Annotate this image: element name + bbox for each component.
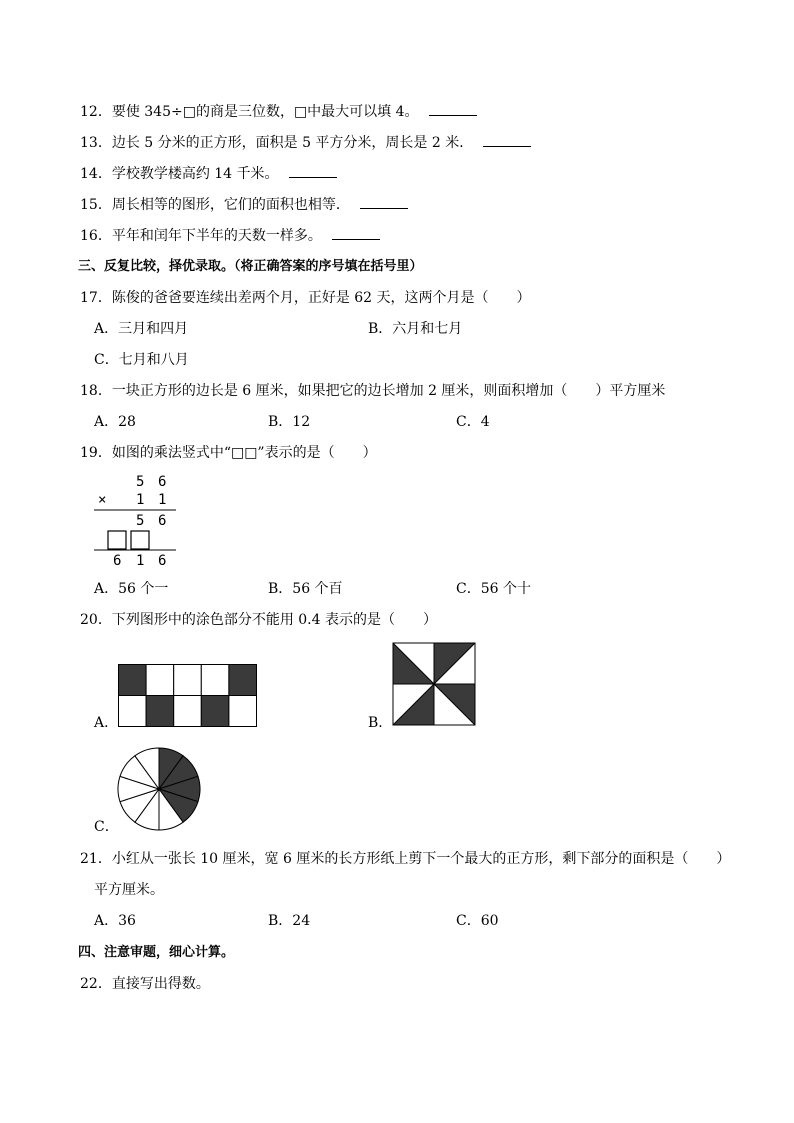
figure-digit: 6 (158, 513, 167, 529)
figure-digit: 6 (158, 553, 167, 569)
grid-cell-empty (146, 665, 174, 696)
q21-option-c[interactable]: C．60 (456, 913, 499, 929)
section-3-heading: 三、反复比较，择优录取。（将正确答案的序号填在括号里） (78, 259, 423, 274)
grid-cell-empty (174, 696, 202, 727)
figure-digit: 1 (136, 492, 145, 508)
grid-cell-empty (201, 665, 229, 696)
question-18-text: 18．一块正方形的边长是 6 厘米，如果把它的边长增加 2 厘米，则面积增加（ ）平方厘米 (80, 383, 666, 399)
q19-option-a[interactable]: A．56 个一 (94, 581, 169, 597)
grid-cell-empty (174, 665, 202, 696)
grid-cell-empty (229, 696, 257, 727)
figure-digit: 1 (158, 492, 167, 508)
q18-option-a[interactable]: A．28 (94, 414, 136, 430)
figure-digit: 5 (136, 474, 145, 490)
pinwheel-square-figure (393, 643, 475, 725)
q17-option-b[interactable]: B．六月和七月 (368, 321, 463, 337)
q19-option-b[interactable]: B．56 个百 (268, 581, 343, 597)
grid-cell-shaded (146, 696, 174, 727)
section-4-heading: 四、注意审题，细心计算。 (78, 945, 235, 960)
shaded-grid-figure (118, 664, 258, 726)
q20-option-c-label[interactable]: C． (94, 819, 119, 835)
grid-cell-shaded (201, 696, 229, 727)
blank-box (131, 531, 149, 549)
q18-option-b[interactable]: B．12 (268, 414, 311, 430)
figure-digit: 5 (136, 513, 145, 529)
question-22-text: 22．直接写出得数。 (80, 976, 210, 992)
q17-option-a[interactable]: A．三月和四月 (94, 321, 189, 337)
figure-digit: 1 (136, 553, 145, 569)
q20-option-b-label[interactable]: B． (368, 715, 393, 731)
question-21-text-cont: 平方厘米。 (94, 882, 164, 898)
question-20-text: 20．下列图形中的涂色部分不能用 0.4 表示的是（ ） (80, 612, 437, 628)
pie-figure (116, 746, 202, 832)
question-13-text: 13．边长 5 分米的正方形，面积是 5 平方分米，周长是 2 米． (80, 135, 474, 151)
q21-option-b[interactable]: B．24 (268, 913, 311, 929)
question-15-text: 15．周长相等的图形，它们的面积也相等． (80, 197, 350, 213)
q19-option-c[interactable]: C．56 个十 (456, 581, 531, 597)
question-21-text: 21．小红从一张长 10 厘米，宽 6 厘米的长方形纸上剪下一个最大的正方形，剩下部分的面积是（ ） (80, 851, 731, 867)
question-17-text: 17．陈俊的爸爸要连续出差两个月，正好是 62 天，这两个月是（ ） (80, 290, 531, 306)
q21-option-a[interactable]: A．36 (94, 913, 136, 929)
q20-option-a-label[interactable]: A． (94, 715, 119, 731)
question-12-text: 12．要使 345÷□的商是三位数，□中最大可以填 4。 (80, 104, 419, 120)
q17-option-c[interactable]: C．七月和八月 (94, 352, 189, 368)
question-19-text: 19．如图的乘法竖式中“□□”表示的是（ ） (80, 445, 377, 461)
multiply-sign: × (98, 492, 107, 508)
question-16-text: 16．平年和闰年下半年的天数一样多。 (80, 228, 322, 244)
figure-digit: 6 (158, 474, 167, 490)
grid-cell-empty (119, 696, 147, 727)
grid-cell-shaded (119, 665, 147, 696)
q18-option-c[interactable]: C．4 (456, 414, 490, 430)
blank-box (108, 531, 126, 549)
question-14-text: 14．学校教学楼高约 14 千米。 (80, 166, 279, 182)
figure-digit: 6 (113, 553, 122, 569)
grid-cell-shaded (229, 665, 257, 696)
